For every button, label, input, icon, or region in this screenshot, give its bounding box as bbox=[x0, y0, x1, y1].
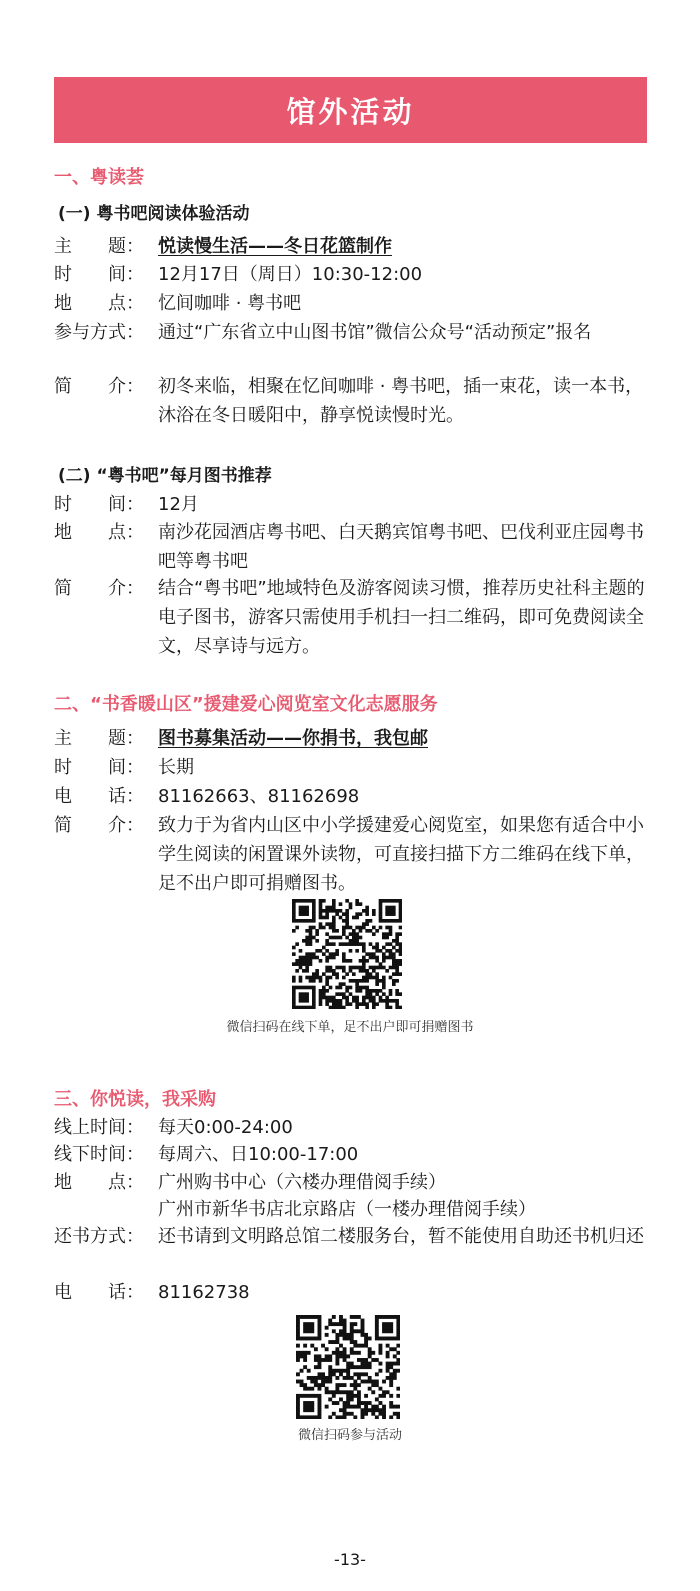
row-label: 地 点： bbox=[54, 293, 144, 314]
qr-pattern bbox=[296, 1315, 400, 1419]
row-value: 还书请到文明路总馆二楼服务台，暂不能使用自助还书机归还 bbox=[158, 1226, 644, 1247]
subsection-heading-1: (一) 粤书吧阅读体验活动 bbox=[58, 204, 250, 224]
row-label: 简 介： bbox=[54, 578, 144, 599]
row-label: 还书方式： bbox=[54, 1226, 144, 1247]
row-value: 广州市新华书店北京路店（一楼办理借阅手续） bbox=[158, 1199, 536, 1220]
row-value: 每天0:00-24:00 bbox=[158, 1117, 293, 1138]
row-label: 主 题： bbox=[54, 236, 144, 257]
qr-pattern bbox=[292, 899, 402, 1009]
section-heading-3: 三、你悦读，我采购 bbox=[54, 1089, 216, 1110]
row-label: 时 间： bbox=[54, 264, 144, 285]
row-value: 结合“粤书吧”地域特色及游客阅读习惯，推荐历史社科主题的电子图书，游客只需使用手机扫一扫二维码，即可免费阅读全文，尽享诗与远方。 bbox=[158, 578, 645, 657]
donation-qr-code[interactable] bbox=[292, 899, 402, 1009]
row-value: 通过“广东省立中山图书馆”微信公众号“活动预定”报名 bbox=[158, 322, 592, 343]
section-banner: 馆外活动 bbox=[54, 77, 647, 143]
subsection-heading-2: (二) “粤书吧”每月图书推荐 bbox=[58, 466, 272, 486]
row-value: 广州购书中心（六楼办理借阅手续） bbox=[158, 1172, 446, 1193]
section-heading-1: 一、粤读荟 bbox=[54, 167, 144, 188]
qr-caption: 微信扫码参与活动 bbox=[297, 1428, 402, 1443]
row-value: 初冬来临，相聚在忆间咖啡 · 粤书吧，插一束花，读一本书，沐浴在冬日暖阳中，静享悦读慢时光。 bbox=[158, 376, 644, 426]
row-value: 12月17日（周日）10:30-12:00 bbox=[158, 264, 423, 285]
row-label: 电 话： bbox=[54, 786, 144, 807]
row-value: 12月 bbox=[158, 494, 199, 515]
section-heading-2: 二、“书香暖山区”援建爱心阅览室文化志愿服务 bbox=[54, 694, 438, 715]
row-value: 忆间咖啡 · 粤书吧 bbox=[158, 293, 302, 314]
row-label: 简 介： bbox=[54, 376, 144, 397]
row-label: 地 点： bbox=[54, 1172, 144, 1193]
row-value: 每周六、日10:00-17:00 bbox=[158, 1144, 359, 1165]
page-number: -13- bbox=[334, 1550, 366, 1569]
activity-qr-code[interactable] bbox=[296, 1315, 400, 1419]
activity-theme-link[interactable]: 图书募集活动——你捐书，我包邮 bbox=[158, 728, 428, 749]
activity-theme-link[interactable]: 悦读慢生活——冬日花篮制作 bbox=[158, 236, 392, 257]
row-value: 致力于为省内山区中小学援建爱心阅览室，如果您有适合中小学生阅读的闲置课外读物，可直接扫描下方二维码在线下单，足不出户即可捐赠图书。 bbox=[158, 815, 644, 894]
row-label: 主 题： bbox=[54, 728, 144, 749]
row-value: 长期 bbox=[158, 757, 194, 778]
row-label: 简 介： bbox=[54, 815, 144, 836]
qr-caption: 微信扫码在线下单，足不出户即可捐赠图书 bbox=[226, 1020, 474, 1035]
row-label: 参与方式： bbox=[54, 322, 144, 343]
row-label: 电 话： bbox=[54, 1282, 144, 1303]
phone-numbers: 81162663、81162698 bbox=[158, 786, 360, 807]
row-label: 地 点： bbox=[54, 522, 144, 543]
row-value: 南沙花园酒店粤书吧、白天鹅宾馆粤书吧、巴伐利亚庄园粤书吧等粤书吧 bbox=[158, 522, 644, 572]
row-label: 线上时间： bbox=[54, 1117, 144, 1138]
phone-number: 81162738 bbox=[158, 1282, 250, 1303]
row-label: 时 间： bbox=[54, 494, 144, 515]
row-label: 时 间： bbox=[54, 757, 144, 778]
row-label: 线下时间： bbox=[54, 1144, 144, 1165]
